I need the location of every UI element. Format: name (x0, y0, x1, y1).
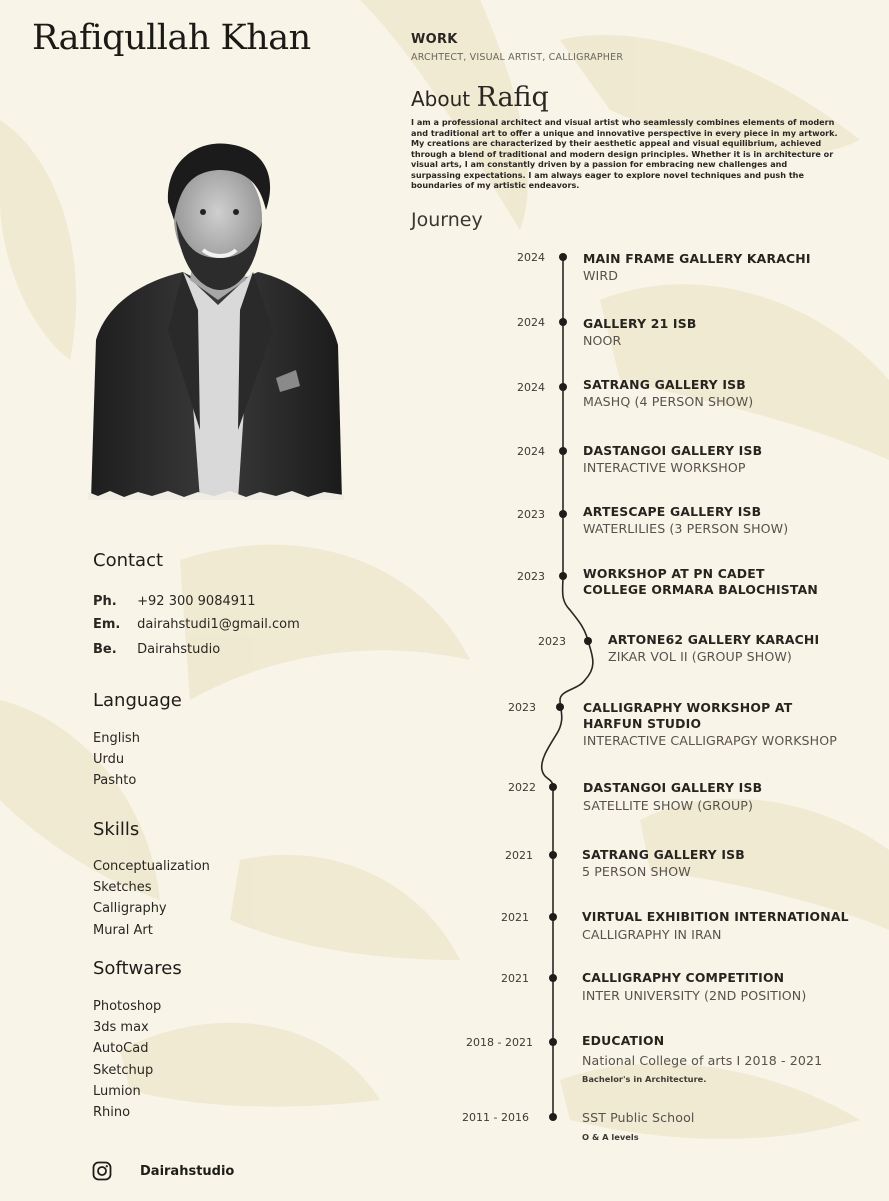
timeline-title: WORKSHOP AT PN CADET COLLEGE ORMARA BALOCHISTAN (583, 566, 818, 597)
timeline-year: 2023 (538, 635, 566, 648)
about-name: Rafiq (476, 82, 549, 113)
journey-heading: Journey (411, 209, 483, 231)
list-item: Calligraphy (93, 901, 167, 917)
contact-email-value[interactable]: dairahstudi1@gmail.com (137, 617, 300, 632)
timeline-year: 2021 (501, 972, 529, 985)
timeline-title: GALLERY 21 ISB (583, 316, 697, 331)
timeline-title: CALLIGRAPHY COMPETITION (582, 970, 785, 985)
language-list (93, 728, 140, 792)
timeline-title: DASTANGOI GALLERY ISB (583, 443, 763, 458)
about-prefix: About (411, 87, 471, 111)
timeline-year: 2023 (508, 701, 536, 714)
about-heading (411, 82, 549, 113)
timeline-year: 2023 (517, 570, 545, 583)
timeline-note: O & A levels (582, 1132, 639, 1142)
timeline-year: 2021 (505, 849, 533, 862)
contact-heading: Contact (93, 550, 164, 571)
timeline-title: EDUCATION (582, 1033, 665, 1048)
timeline-subtitle: CALLIGRAPHY IN IRAN (582, 927, 722, 942)
list-item: English (93, 731, 140, 746)
timeline-subtitle: INTERACTIVE WORKSHOP (583, 460, 746, 475)
contact-phone-value[interactable]: +92 300 9084911 (137, 594, 256, 609)
list-item: Conceptualization (93, 859, 210, 874)
timeline-title: VIRTUAL EXHIBITION INTERNATIONAL (582, 909, 849, 924)
contact-email (93, 617, 300, 632)
list-item: Rhino (93, 1105, 131, 1121)
timeline-subtitle: National College of arts I 2018 - 2021 (582, 1053, 823, 1068)
timeline-year: 2024 (517, 251, 545, 264)
timeline-year: 2022 (508, 781, 536, 794)
timeline-subtitle: WATERLILIES (3 PERSON SHOW) (583, 521, 789, 536)
timeline-year: 2024 (517, 316, 545, 329)
person-name: Rafiqullah Khan (32, 18, 311, 58)
list-item: Sketches (93, 880, 152, 896)
timeline-note: Bachelor's in Architecture. (582, 1074, 707, 1084)
timeline-subtitle: WIRD (583, 268, 619, 283)
language-heading: Language (93, 690, 182, 711)
timeline-subtitle: NOOR (583, 333, 622, 348)
timeline-title: MAIN FRAME GALLERY KARACHI (583, 251, 811, 266)
timeline-subtitle: SATELLITE SHOW (GROUP) (583, 798, 754, 813)
softwares-heading: Softwares (93, 958, 182, 979)
skills-list (93, 856, 210, 941)
softwares-list (93, 996, 161, 1123)
list-item: AutoCad (93, 1041, 149, 1057)
work-roles: ARCHTECT, VISUAL ARTIST, CALLIGRAPHER (411, 52, 624, 63)
timeline-title: DASTANGOI GALLERY ISB (583, 780, 763, 795)
work-label: WORK (411, 32, 458, 47)
timeline-subtitle: 5 PERSON SHOW (582, 864, 691, 879)
timeline-title: CALLIGRAPHY WORKSHOP AT HARFUN STUDIO (583, 700, 793, 731)
about-paragraph: I am a professional architect and visual artist who seamlessly combines elements of modern and traditional art to offer a unique and innovative perspective in every piece in my artwork. My creations are characterized by their aesthetic appeal and visual equilibrium, achieved through a blend of traditional and modern design principles. Whether it is in architecture or visual arts, I am constantly driven by a passion for embracing new challenges and surpassing expectations. I am always eager to explore novel techniques and push the boundaries of my artistic endeavors. (411, 117, 838, 190)
timeline-year: 2021 (501, 911, 529, 924)
contact-behance-key: Be. (93, 642, 117, 657)
list-item: Photoshop (93, 999, 162, 1014)
list-item: Urdu (93, 752, 125, 768)
timeline-title: ARTONE62 GALLERY KARACHI (608, 632, 820, 647)
list-item: Pashto (93, 773, 137, 789)
timeline-year: 2018 - 2021 (466, 1036, 533, 1049)
timeline-year: 2024 (517, 381, 545, 394)
timeline-subtitle: INTERACTIVE CALLIGRAPGY WORKSHOP (583, 733, 837, 748)
contact-behance-value[interactable]: Dairahstudio (137, 642, 221, 657)
portrait-photo (88, 140, 344, 500)
timeline-title: ARTESCAPE GALLERY ISB (583, 504, 762, 519)
contact-phone-key: Ph. (93, 594, 117, 609)
timeline-year: 2023 (517, 508, 545, 521)
contact-behance (93, 642, 220, 657)
skills-heading: Skills (93, 819, 140, 840)
timeline-subtitle: MASHQ (4 PERSON SHOW) (583, 394, 754, 409)
timeline-subtitle: ZIKAR VOL II (GROUP SHOW) (608, 649, 792, 664)
list-item: Sketchup (93, 1062, 154, 1078)
timeline-subtitle: INTER UNIVERSITY (2ND POSITION) (582, 988, 807, 1003)
list-item: Mural Art (93, 922, 153, 938)
timeline-title: SATRANG GALLERY ISB (582, 847, 745, 862)
list-item: Lumion (93, 1083, 141, 1099)
contact-phone (93, 594, 256, 609)
timeline-title: SATRANG GALLERY ISB (583, 377, 746, 392)
timeline-year: 2011 - 2016 (462, 1111, 529, 1124)
instagram-icon[interactable] (92, 1161, 112, 1181)
timeline-subtitle: SST Public School (582, 1110, 695, 1125)
timeline-year: 2024 (517, 445, 545, 458)
instagram-handle[interactable]: Dairahstudio (140, 1164, 235, 1179)
list-item: 3ds max (93, 1020, 149, 1036)
contact-email-key: Em. (93, 617, 121, 632)
